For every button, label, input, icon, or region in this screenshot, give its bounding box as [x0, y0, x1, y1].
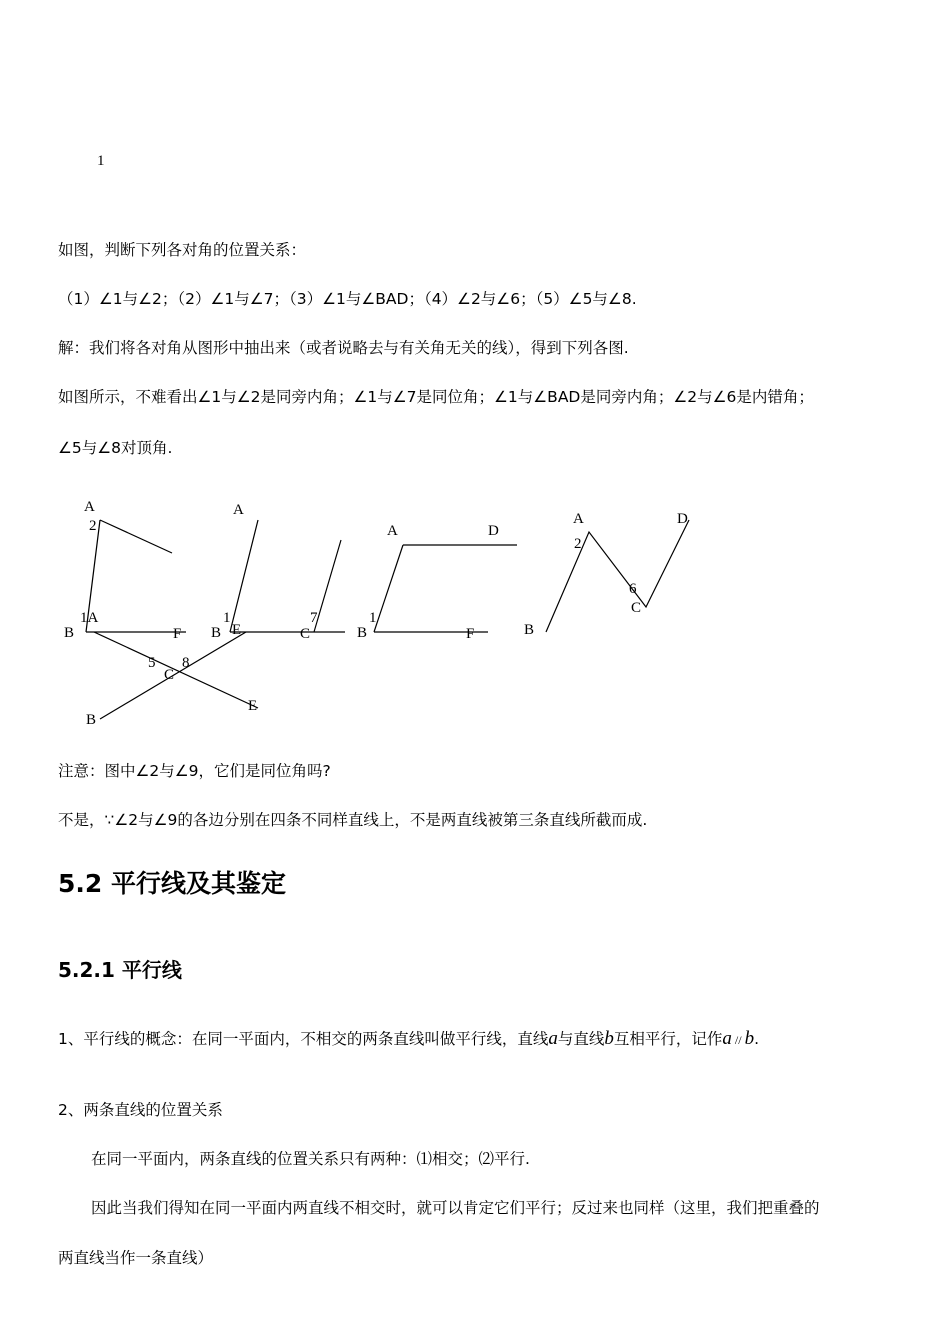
solution-answer: 如图所示，不难看出∠1与∠2是同旁内角；∠1与∠7是同位角；∠1与∠BAD是同旁内角；∠2与∠6是内错角；: [58, 388, 814, 406]
fig3-label-A: A: [387, 523, 398, 539]
fig4-label-6: 6: [629, 581, 637, 597]
def-text-pre: 1、平行线的概念：在同一平面内，不相交的两条直线叫做平行线，直线: [58, 1030, 549, 1048]
solution-answer-cont: ∠5与∠8对顶角.: [58, 439, 173, 457]
fig1-label-8: 8: [182, 655, 190, 671]
fig1-label-1A: 1A: [80, 610, 99, 626]
fig4-label-A: A: [573, 511, 584, 527]
section-heading: 5.2 平行线及其鉴定: [58, 869, 286, 898]
page-number: 1: [97, 153, 105, 169]
figure-4: [524, 511, 689, 638]
fig3-label-F: F: [466, 626, 475, 642]
var-b: b: [604, 1028, 614, 1049]
position-relation-line2: 因此当我们得知在同一平面内两直线不相交时，就可以肯定它们平行；反过来也同样（这里，我们把重叠的: [91, 1199, 820, 1217]
fig1-label-A: A: [84, 499, 95, 515]
position-relation-title: 2、两条直线的位置关系: [58, 1101, 223, 1119]
def-text-mid: 与直线: [557, 1030, 605, 1048]
figure-3: [357, 523, 517, 642]
fig2-label-7: 7: [310, 610, 318, 626]
fig1-label-B: B: [64, 625, 75, 641]
fig1-label-2: 2: [89, 518, 97, 534]
fig1-label-B2: B: [86, 712, 97, 728]
fig4-label-D: D: [677, 511, 688, 527]
fig2-label-C: C: [300, 626, 311, 642]
fig1-label-F: F: [173, 626, 182, 642]
fig2-label-B: B: [211, 625, 222, 641]
fig3-label-1: 1: [369, 610, 377, 626]
position-relation-line1: 在同一平面内，两条直线的位置关系只有两种：⑴相交；⑵平行.: [91, 1150, 530, 1168]
fig4-label-B: B: [524, 622, 535, 638]
fig1-label-E: E: [248, 698, 258, 714]
fig1-label-C: C: [164, 667, 175, 683]
figure-2: [211, 502, 345, 642]
fig2-label-A: A: [233, 502, 244, 518]
fig1-label-5: 5: [148, 655, 156, 671]
parallel-definition: [58, 1029, 759, 1050]
def-text-mid2: 互相平行，记作: [613, 1030, 723, 1048]
solution-intro: 解：我们将各对角从图形中抽出来（或者说略去与有关角无关的线），得到下列各图.: [58, 339, 629, 357]
fig3-label-D: D: [488, 523, 499, 539]
fig2-label-1: 1: [223, 610, 231, 626]
var-b-notation: b: [744, 1028, 755, 1049]
subsection-heading: 5.2.1 平行线: [58, 958, 182, 982]
note-answer: 不是，∵∠2与∠9的各边分别在四条不同样直线上，不是两直线被第三条直线所截而成.: [58, 811, 648, 829]
def-text-end: .: [754, 1030, 760, 1048]
fig4-label-C: C: [631, 600, 642, 616]
fig4-label-2: 2: [574, 536, 582, 552]
var-a-notation: a: [722, 1028, 732, 1049]
position-relation-line3: 两直线当作一条直线）: [58, 1249, 214, 1267]
problem-items: （1）∠1与∠2；（2）∠1与∠7；（3）∠1与∠BAD；（4）∠2与∠6；（5）∠5与∠8.: [58, 290, 637, 308]
note-question: 注意：图中∠2与∠9，它们是同位角吗?: [58, 762, 331, 780]
fig3-label-B: B: [357, 625, 368, 641]
parallel-symbol: //: [734, 1033, 742, 1047]
problem-statement: 如图，判断下列各对角的位置关系：: [58, 241, 307, 259]
fig2-label-E: E: [232, 622, 242, 638]
var-a: a: [548, 1028, 558, 1049]
